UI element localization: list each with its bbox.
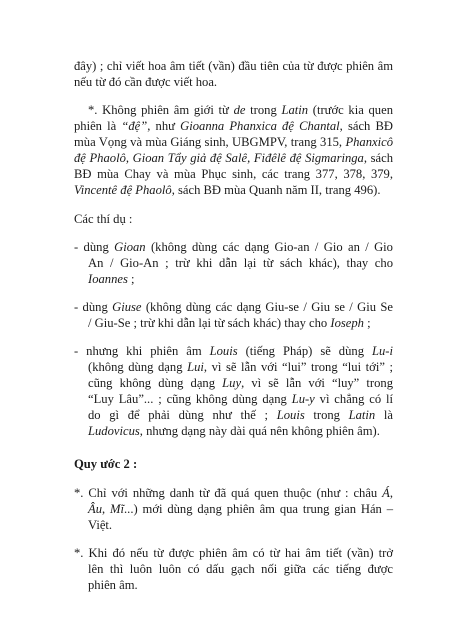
text: ,	[389, 486, 393, 500]
note-line-2	[74, 119, 393, 134]
text: , sách	[363, 151, 393, 165]
intro-line-2	[74, 75, 217, 90]
text: - nhưng khi phiên âm	[74, 344, 210, 358]
text: ;	[127, 272, 135, 286]
term-a: Á	[382, 486, 390, 500]
text: - dùng	[74, 300, 113, 314]
example-1-line-1	[74, 240, 393, 255]
rule-2-p1-line-1	[74, 486, 393, 501]
intro-line-1	[74, 59, 393, 74]
text: trong	[245, 103, 282, 117]
name-ludovicus: Ludovicus	[88, 424, 140, 438]
example-3-line-4	[88, 392, 393, 407]
name-louis: Louis	[276, 408, 305, 422]
text: *. Chỉ với những danh từ đã quá quen thuộc (như : châu	[74, 486, 383, 500]
text: là	[375, 408, 393, 422]
name-vincente: Vincentê đệ Phaolô	[74, 183, 172, 197]
text: vì chẳng có lí	[314, 392, 393, 406]
term-mi: Mĩ	[110, 502, 125, 516]
text: , sách BĐ	[339, 119, 393, 133]
example-1-line-3	[88, 272, 135, 287]
text: (tiếng Pháp) sẽ dùng	[237, 344, 372, 358]
note-line-4	[74, 151, 393, 166]
text: mùa Vọng và mùa Giáng sinh, UBGMPV, trang 315,	[74, 135, 343, 149]
text: , vì sẽ lẫn với “luy” trong	[241, 376, 393, 390]
rule-2-p2-line-1: *. Khi đó nếu từ được phiên âm có từ hai âm tiết (vần) trở	[74, 546, 393, 560]
text: ;	[363, 316, 371, 330]
name-lu-i: Lu-i	[371, 344, 393, 358]
text: đây) ; chỉ viết hoa âm tiết (vần) đầu tiên của từ được phiên âm	[74, 59, 393, 73]
name-gioan: Gioan	[114, 240, 146, 254]
term-de: de	[233, 103, 246, 117]
rule-2-p1-line-2	[88, 502, 393, 517]
text: , nhưng dạng này dài quá nên không phiên âm).	[139, 424, 380, 438]
text: , vì sẽ lẫn với “lui” trong “lui tới” ;	[203, 360, 393, 374]
text: , sách BĐ mùa Quanh năm II, trang 496).	[171, 183, 381, 197]
text: ...) mới dùng dạng phiên âm qua trung gian Hán –	[124, 502, 393, 516]
text: / Giu-Se ; trừ khi dẫn lại từ sách khác) thay cho	[88, 316, 331, 330]
rule-2-p2-line-2: lên thì luôn luôn có dấu gạch nối giữa các tiếng được	[88, 562, 393, 576]
example-2-line-1	[74, 300, 393, 315]
example-1-line-2	[88, 256, 393, 271]
text: phiên là	[74, 119, 122, 133]
text: - dùng	[74, 240, 115, 254]
text: trong	[304, 408, 349, 422]
term-latin: Latin	[281, 103, 309, 117]
example-3-line-5	[88, 408, 393, 423]
rule-2-p1-line-3: Việt.	[88, 518, 113, 532]
example-3-line-1	[74, 344, 393, 359]
text: An / Gio-An ; trừ khi dẫn lại từ sách khác), thay cho	[88, 256, 393, 270]
note-line-3	[74, 135, 393, 150]
text: (không dùng các dạng Giu-se / Giu se / Giu Se	[141, 300, 394, 314]
text: nếu từ đó cần được viết hoa.	[74, 75, 218, 89]
name-louis: Louis	[209, 344, 238, 358]
text: *. Không phiên âm giới từ	[88, 103, 234, 117]
name-lui: Lui	[187, 360, 204, 374]
text: “Luy Lâu”... ; cũng không dùng dạng	[88, 392, 292, 406]
example-3-line-3	[88, 376, 393, 391]
text: BĐ mùa Chay và mùa Phục sinh, các trang 377, 378, 379,	[74, 167, 393, 181]
name-ioannes: Ioannes	[88, 272, 128, 286]
note-line-1	[88, 103, 393, 118]
text: (trước kia quen	[308, 103, 393, 117]
term-latin: Latin	[348, 408, 376, 422]
text: (không dùng dạng	[88, 360, 188, 374]
rule-2-heading: Quy ước 2 :	[74, 457, 138, 471]
name-luy: Luy	[222, 376, 242, 390]
note-line-6	[74, 183, 380, 198]
rule-2-p2-line-3: phiên âm.	[88, 578, 138, 592]
example-3-line-6	[88, 424, 380, 439]
name-giuse: Giuse	[112, 300, 142, 314]
name-lu-y: Lu-y	[291, 392, 315, 406]
name-ioseph: Ioseph	[330, 316, 364, 330]
examples-title: Các thí dụ :	[74, 212, 133, 226]
name-phanxico: Phanxicô	[345, 135, 393, 149]
note-line-5	[74, 167, 393, 182]
name-gioanna: Gioanna Phanxica đệ Chantal	[180, 119, 340, 133]
example-2-line-2	[88, 316, 371, 331]
text: cũng không dùng dạng	[88, 376, 223, 390]
term-au: Âu	[88, 502, 102, 516]
names-list: đệ Phaolô, Gioan Tẩy giả đệ Salê, Fiđêlê đệ Sigmaringa	[74, 151, 364, 165]
text: , như	[147, 119, 181, 133]
example-3-line-2	[88, 360, 393, 375]
text: (không dùng các dạng Gio-an / Gio an / Gio	[145, 240, 393, 254]
text: do gì để phải dùng như thế ;	[88, 408, 277, 422]
text: ,	[102, 502, 111, 516]
term-de-quoted: “đệ”	[121, 119, 148, 133]
